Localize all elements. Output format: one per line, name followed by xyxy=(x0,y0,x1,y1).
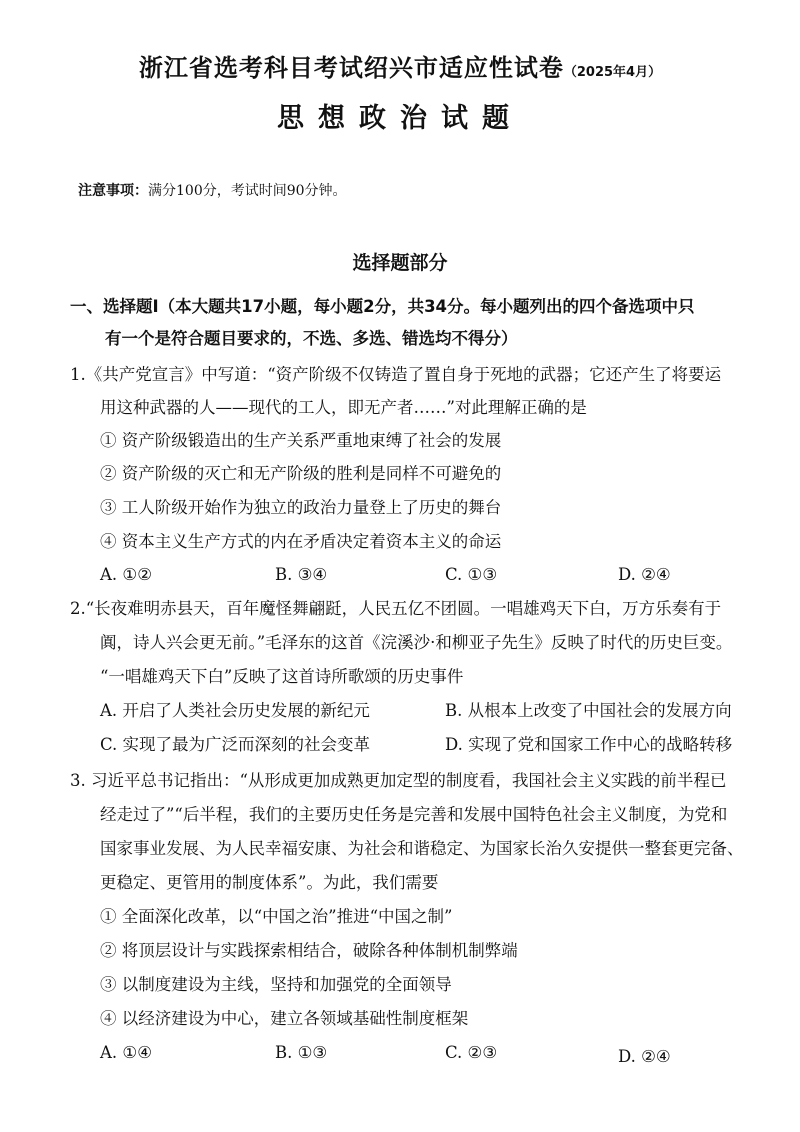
q1-statement-4: ④ 资本主义生产方式的内在矛盾决定着资本主义的命运 xyxy=(100,532,502,551)
notice xyxy=(78,180,347,200)
q3-statement-2: ② 将顶层设计与实践探索相结合，破除各种体制机制弊端 xyxy=(100,941,518,960)
q3-statement-3: ③ 以制度建设为主线，坚持和加强党的全面领导 xyxy=(100,975,452,994)
notice-label: 注意事项： xyxy=(78,183,148,199)
q3-option-b[interactable]: B. ①③ xyxy=(275,1043,328,1062)
q1-statement-1: ① 资产阶级锻造出的生产关系严重地束缚了社会的发展 xyxy=(100,431,502,450)
q3-stem-line-4: 更稳定、更管用的制度体系”。为此，我们需要 xyxy=(100,873,439,892)
q2-stem-line-2: 阗，诗人兴会更无前。”毛泽东的这首《浣溪沙·和柳亚子先生》反映了时代的历史巨变。 xyxy=(100,633,733,652)
q2-option-a[interactable]: A. 开启了人类社会历史发展的新纪元 xyxy=(100,701,370,720)
q3-option-a[interactable]: A. ①④ xyxy=(100,1043,152,1062)
q3-option-d[interactable]: D. ②④ xyxy=(618,1047,671,1066)
q1-option-d[interactable]: D. ②④ xyxy=(618,565,671,584)
q1-statement-3: ③ 工人阶级开始作为独立的政治力量登上了历史的舞台 xyxy=(100,498,502,517)
section-instruction-line-2: 有一个是符合题目要求的，不选、多选、错选均不得分） xyxy=(105,329,518,348)
exam-date: （2025年4月） xyxy=(563,65,662,80)
q2-option-d[interactable]: D. 实现了党和国家工作中心的战略转移 xyxy=(445,735,733,754)
notice-text: 满分100分，考试时间90分钟。 xyxy=(148,183,347,199)
q3-stem-line-2: 经走过了”“后半程，我们的主要历史任务是完善和发展中国特色社会主义制度，为党和 xyxy=(100,805,728,824)
q1-statement-2: ② 资产阶级的灭亡和无产阶级的胜利是同样不可避免的 xyxy=(100,464,502,483)
exam-title-text: 浙江省选考科目考试绍兴市适应性试卷 xyxy=(138,54,564,82)
q2-stem-line-1: 2.“长夜难明赤县天，百年魔怪舞翩跹，人民五亿不团圆。一唱雄鸡天下白，万方乐奏有于 xyxy=(70,599,722,618)
subject-title: 思想政治试题 xyxy=(277,103,523,134)
q3-stem-line-3: 国家事业发展、为人民幸福安康、为社会和谐稳定、为国家长治久安提供一整套更完备、 xyxy=(100,839,744,858)
q1-option-a[interactable]: A. ①② xyxy=(100,565,152,584)
q1-option-b[interactable]: B. ③④ xyxy=(275,565,328,584)
q2-option-c[interactable]: C. 实现了最为广泛而深刻的社会变革 xyxy=(100,735,371,754)
exam-title xyxy=(0,48,800,83)
section-instruction-line-1: 一、选择题Ⅰ（本大题共17小题，每小题2分，共34分。每小题列出的四个备选项中只 xyxy=(70,297,695,316)
q3-option-c[interactable]: C. ②③ xyxy=(445,1043,498,1062)
q1-option-c[interactable]: C. ①③ xyxy=(445,565,498,584)
q3-stem-line-1: 3. 习近平总书记指出：“从形成更加成熟更加定型的制度看，我国社会主义实践的前半程已 xyxy=(70,771,727,790)
q3-statement-1: ① 全面深化改革，以“中国之治”推进“中国之制” xyxy=(100,907,453,926)
q3-statement-4: ④ 以经济建设为中心，建立各领域基础性制度框架 xyxy=(100,1009,469,1028)
section-title: 选择题部分 xyxy=(352,252,448,274)
q2-option-b[interactable]: B. 从根本上改变了中国社会的发展方向 xyxy=(445,701,732,720)
q2-stem-line-3: “一唱雄鸡天下白”反映了这首诗所歌颂的历史事件 xyxy=(100,667,464,686)
q1-stem-line-2: 用这种武器的人——现代的工人，即无产者……”对此理解正确的是 xyxy=(100,398,587,417)
q1-stem-line-1: 1.《共产党宣言》中写道：“资产阶级不仅铸造了置自身于死地的武器；它还产生了将要运 xyxy=(70,365,722,384)
